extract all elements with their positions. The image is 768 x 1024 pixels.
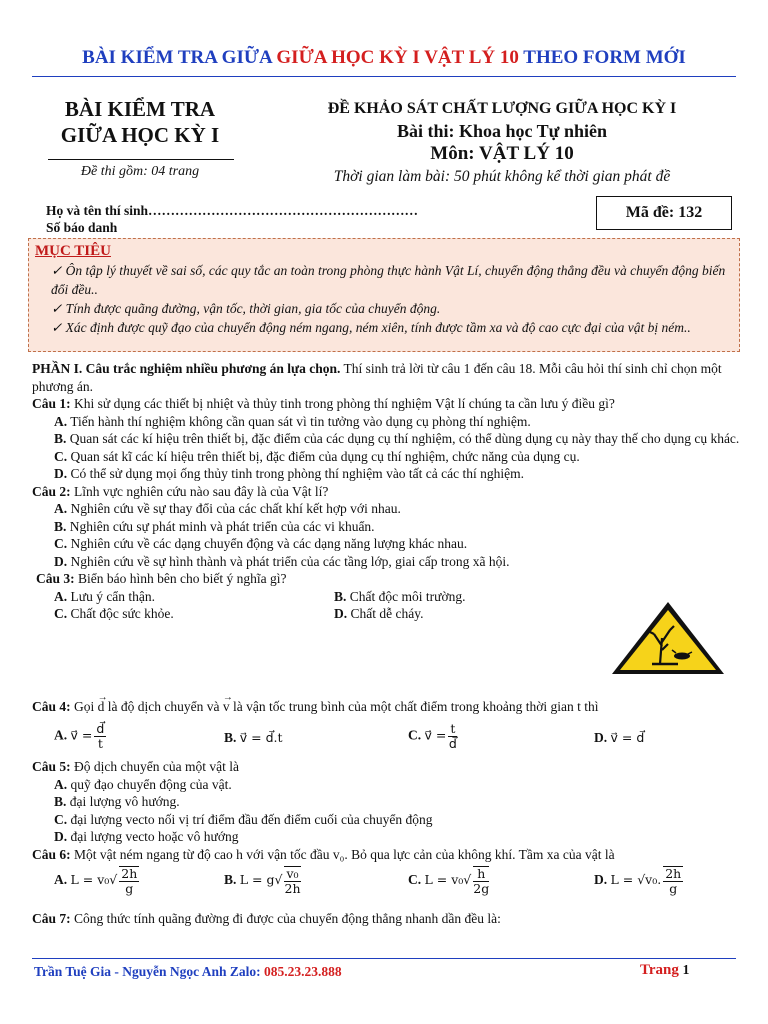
option [32,811,740,829]
option-text: Chất dễ cháy. [350,606,424,621]
option-text: Chất độc sức khỏe. [70,606,174,621]
option: B. v⃗ = d⃗.t [224,730,283,745]
question-label: Câu 3: [36,571,75,586]
option-letter: A. [54,588,68,604]
part1-heading: PHẦN I. Câu trắc nghiệm nhiều phương án lựa chọn. [32,361,341,376]
option-letter: B. [224,730,237,745]
banner-title [0,46,768,70]
option [32,430,740,448]
option-text: Nghiên cứu về sự hình thành và phát triển của các tầng lớp, giai cấp trong xã hội. [70,553,510,569]
goals-title: MỤC TIÊU [35,243,111,259]
question-label: Câu 4: [32,699,71,714]
exam-code-box: Mã đề: 132 [596,196,732,230]
q6-options [54,866,744,906]
goals-box [28,238,740,352]
footer-phone: 085.23.23.888 [264,964,342,979]
option [54,588,334,606]
exam-subject-area: Bài thi: Khoa học Tự nhiên [396,121,608,141]
option-text: đại lượng vô hướng. [69,794,180,809]
student-info [46,202,418,236]
question-text: Công thức tính quãng đường đi được của chuyển động thẳng nhanh dần đều là: [70,911,501,926]
option: B. L = g√ $\frac{\text{v₀}}{2h}$ [224,866,301,896]
left-divider [48,159,234,160]
question-text: Khi sử dụng các thiết bị nhiệt và thủy tinh trong phòng thí nghiệm Vật lí chúng ta cần lưu ý điều gì? [70,396,615,411]
q4-options [54,722,744,756]
option-letter: D. [334,606,348,621]
option-letter: B. [334,588,347,604]
goal-item: ✓ Ôn tập lý thuyết về sai số, các quy tắc an toàn trong phòng thực hành Vật Lí, chuyển động thẳng đều và chuyển động biến đổi đều.. [51,263,726,297]
page-number: 1 [682,962,690,977]
option-letter: C. [408,872,422,888]
left-heading-line2: GIỮA HỌC KỲ I [60,123,220,147]
option [32,793,740,811]
option: D. L = √v₀. $\frac{2h}{g}$ [594,866,682,896]
option-letter: A. [54,501,68,516]
question-text: Độ dịch chuyển của một vật là [70,759,239,774]
option [334,605,614,623]
symbol-text: d [97,699,105,714]
vector-d-symbol: → d [97,692,108,714]
part1-instructions [32,360,740,395]
banner-part1: BÀI KIỂM TRA GIỮA [82,47,277,68]
option-letter: A. [54,872,68,888]
exam-right-heading [262,98,742,188]
student-id-field: Số báo danh [46,220,118,235]
option-letter: D. [54,466,68,481]
option: D. v⃗ = d⃗ [594,730,645,745]
option [334,588,614,606]
option: C. L = v₀√ $\frac{h}{2g}$ [408,866,490,896]
question-1 [32,395,740,413]
option [32,413,740,431]
option [32,448,740,466]
option [32,776,740,794]
option-letter: C. [408,727,422,743]
exam-duration: Thời gian làm bài: 50 phút không kể thời gian phát đề [333,168,671,185]
option-text: quỹ đạo chuyển động của vật. [70,776,232,792]
option-letter: C. [54,811,68,827]
goal-item: ✓ Tính được quãng đường, vận tốc, thời gian, gia tốc của chuyển động. [51,301,441,316]
banner-part3: THEO FORM MỚI [523,47,686,68]
option-text: Lưu ý cẩn thận. [70,588,156,604]
page-label: Trang [640,962,683,978]
question-label: Câu 7: [32,911,71,926]
option [32,465,740,483]
option-letter: B. [54,794,67,809]
option-letter: A. [54,776,68,792]
option-text: Nghiên cứu về các dạng chuyển động và các dạng năng lượng khác nhau. [70,536,468,551]
option-letter: A. [54,413,68,429]
option-text: Có thể sử dụng mọi ống thủy tinh trong phòng thí nghiệm vào tất cả các thí nghiệm. [70,466,525,481]
question-3 [32,570,740,588]
vector-v-symbol: → v [222,692,233,714]
question-5 [32,758,740,863]
banner-divider [32,76,736,77]
option [32,828,740,846]
option-letter: B. [224,872,237,888]
option-text: Chất độc môi trường. [349,588,466,604]
option-text: đại lượng vecto nối vị trí điểm đầu đến điểm cuối của chuyển động [70,811,433,827]
exam-left-heading [40,96,240,148]
option-letter: D. [594,730,608,745]
footer-page [640,962,689,979]
question-label: Câu 2: [32,483,71,499]
page-count: Đề thi gồm: 04 trang [80,164,200,179]
option [32,535,740,553]
option-letter: B. [54,518,67,534]
exam-title: ĐỀ KHẢO SÁT CHẤT LƯỢNG GIỮA HỌC KỲ I [327,100,677,117]
question-text: là vận tốc trung bình của một chất điểm trong khoảng thời gian t thì [229,699,599,714]
environmental-hazard-sign-icon [608,598,728,678]
part1-text: Thí sinh trả lời từ câu 1 đến câu 18. Mỗi câu hỏi thí sinh chỉ chọn một phương án. [32,361,722,394]
option-letter: C. [54,606,68,621]
option: C. v⃗ = $\frac{t}{d⃗}$ [408,721,457,751]
banner-part2: GIỮA HỌC KỲ I VẬT LÝ 10 [276,47,524,68]
option-text: đại lượng vecto hoặc vô hướng [70,829,239,844]
option-letter: D. [594,872,608,888]
option-letter: B. [54,431,67,446]
questions-block [32,360,740,623]
option-text: Nghiên cứu về sự thay đổi của các chất khí kết hợp với nhau. [70,501,401,516]
question-label: Câu 1: [32,396,71,411]
goal-item: ✓ Xác định được quỹ đạo của chuyển động ném ngang, ném xiên, tính được tầm xa và độ cao cực đại của vật bị ném.. [51,320,691,335]
option-text: Nghiên cứu sự phát minh và phát triển của các vi khuẩn. [69,518,375,534]
footer-author-text: Trần Tuệ Gia - Nguyễn Ngọc Anh Zalo: [34,964,265,979]
footer-author [34,964,342,980]
option: A. v⃗ = $\frac{d⃗}{t}$ [54,721,105,751]
question-text: Một vật ném ngang từ độ cao h với vận tốc đầu v₀. Bỏ qua lực cản của không khí. Tầm xa của vật là [70,846,615,862]
exam-subject: Môn: VẬT LÝ 10 [430,143,574,164]
question-7 [32,910,740,928]
symbol-text: v [222,699,230,714]
question-text: là độ dịch chuyển và [104,699,223,714]
footer-divider [32,958,736,959]
option [54,605,334,623]
option-row [32,588,614,623]
option-letter: C. [54,536,68,551]
option-letter: D. [54,829,68,844]
option-text: Quan sát kĩ các kí hiệu trên thiết bị, đặc điểm của dụng cụ thí nghiệm, chức năng của dụng cụ. [70,448,580,464]
option [32,553,740,571]
left-heading-line1: BÀI KIỂM TRA [64,97,216,121]
option [32,500,740,518]
option-text: Tiến hành thí nghiệm không cần quan sát vì tin tưởng vào dụng cụ phòng thí nghiệm. [70,413,531,429]
question-label: Câu 6: [32,846,71,862]
student-name-field: Họ và tên thí sinh…………………………………………………… [46,203,419,218]
option: A. L = v₀√ $\frac{2h}{g}$ [54,866,138,896]
option [32,518,740,536]
option-text: Quan sát các kí hiệu trên thiết bị, đặc điểm của các dụng cụ thí nghiệm, có thể dùng dụng cụ này thay thế cho dụng cụ khác. [69,431,740,446]
question-4 [32,692,740,716]
question-text: Gọi [70,699,98,714]
question-text: Biển báo hình bên cho biết ý nghĩa gì? [74,571,287,586]
question-label: Câu 5: [32,759,71,774]
option-letter: D. [54,553,68,569]
question-2 [32,483,740,501]
option-letter: C. [54,448,68,464]
question-text: Lĩnh vực nghiên cứu nào sau đây là của Vật lí? [70,483,329,499]
option-letter: A. [54,727,68,743]
